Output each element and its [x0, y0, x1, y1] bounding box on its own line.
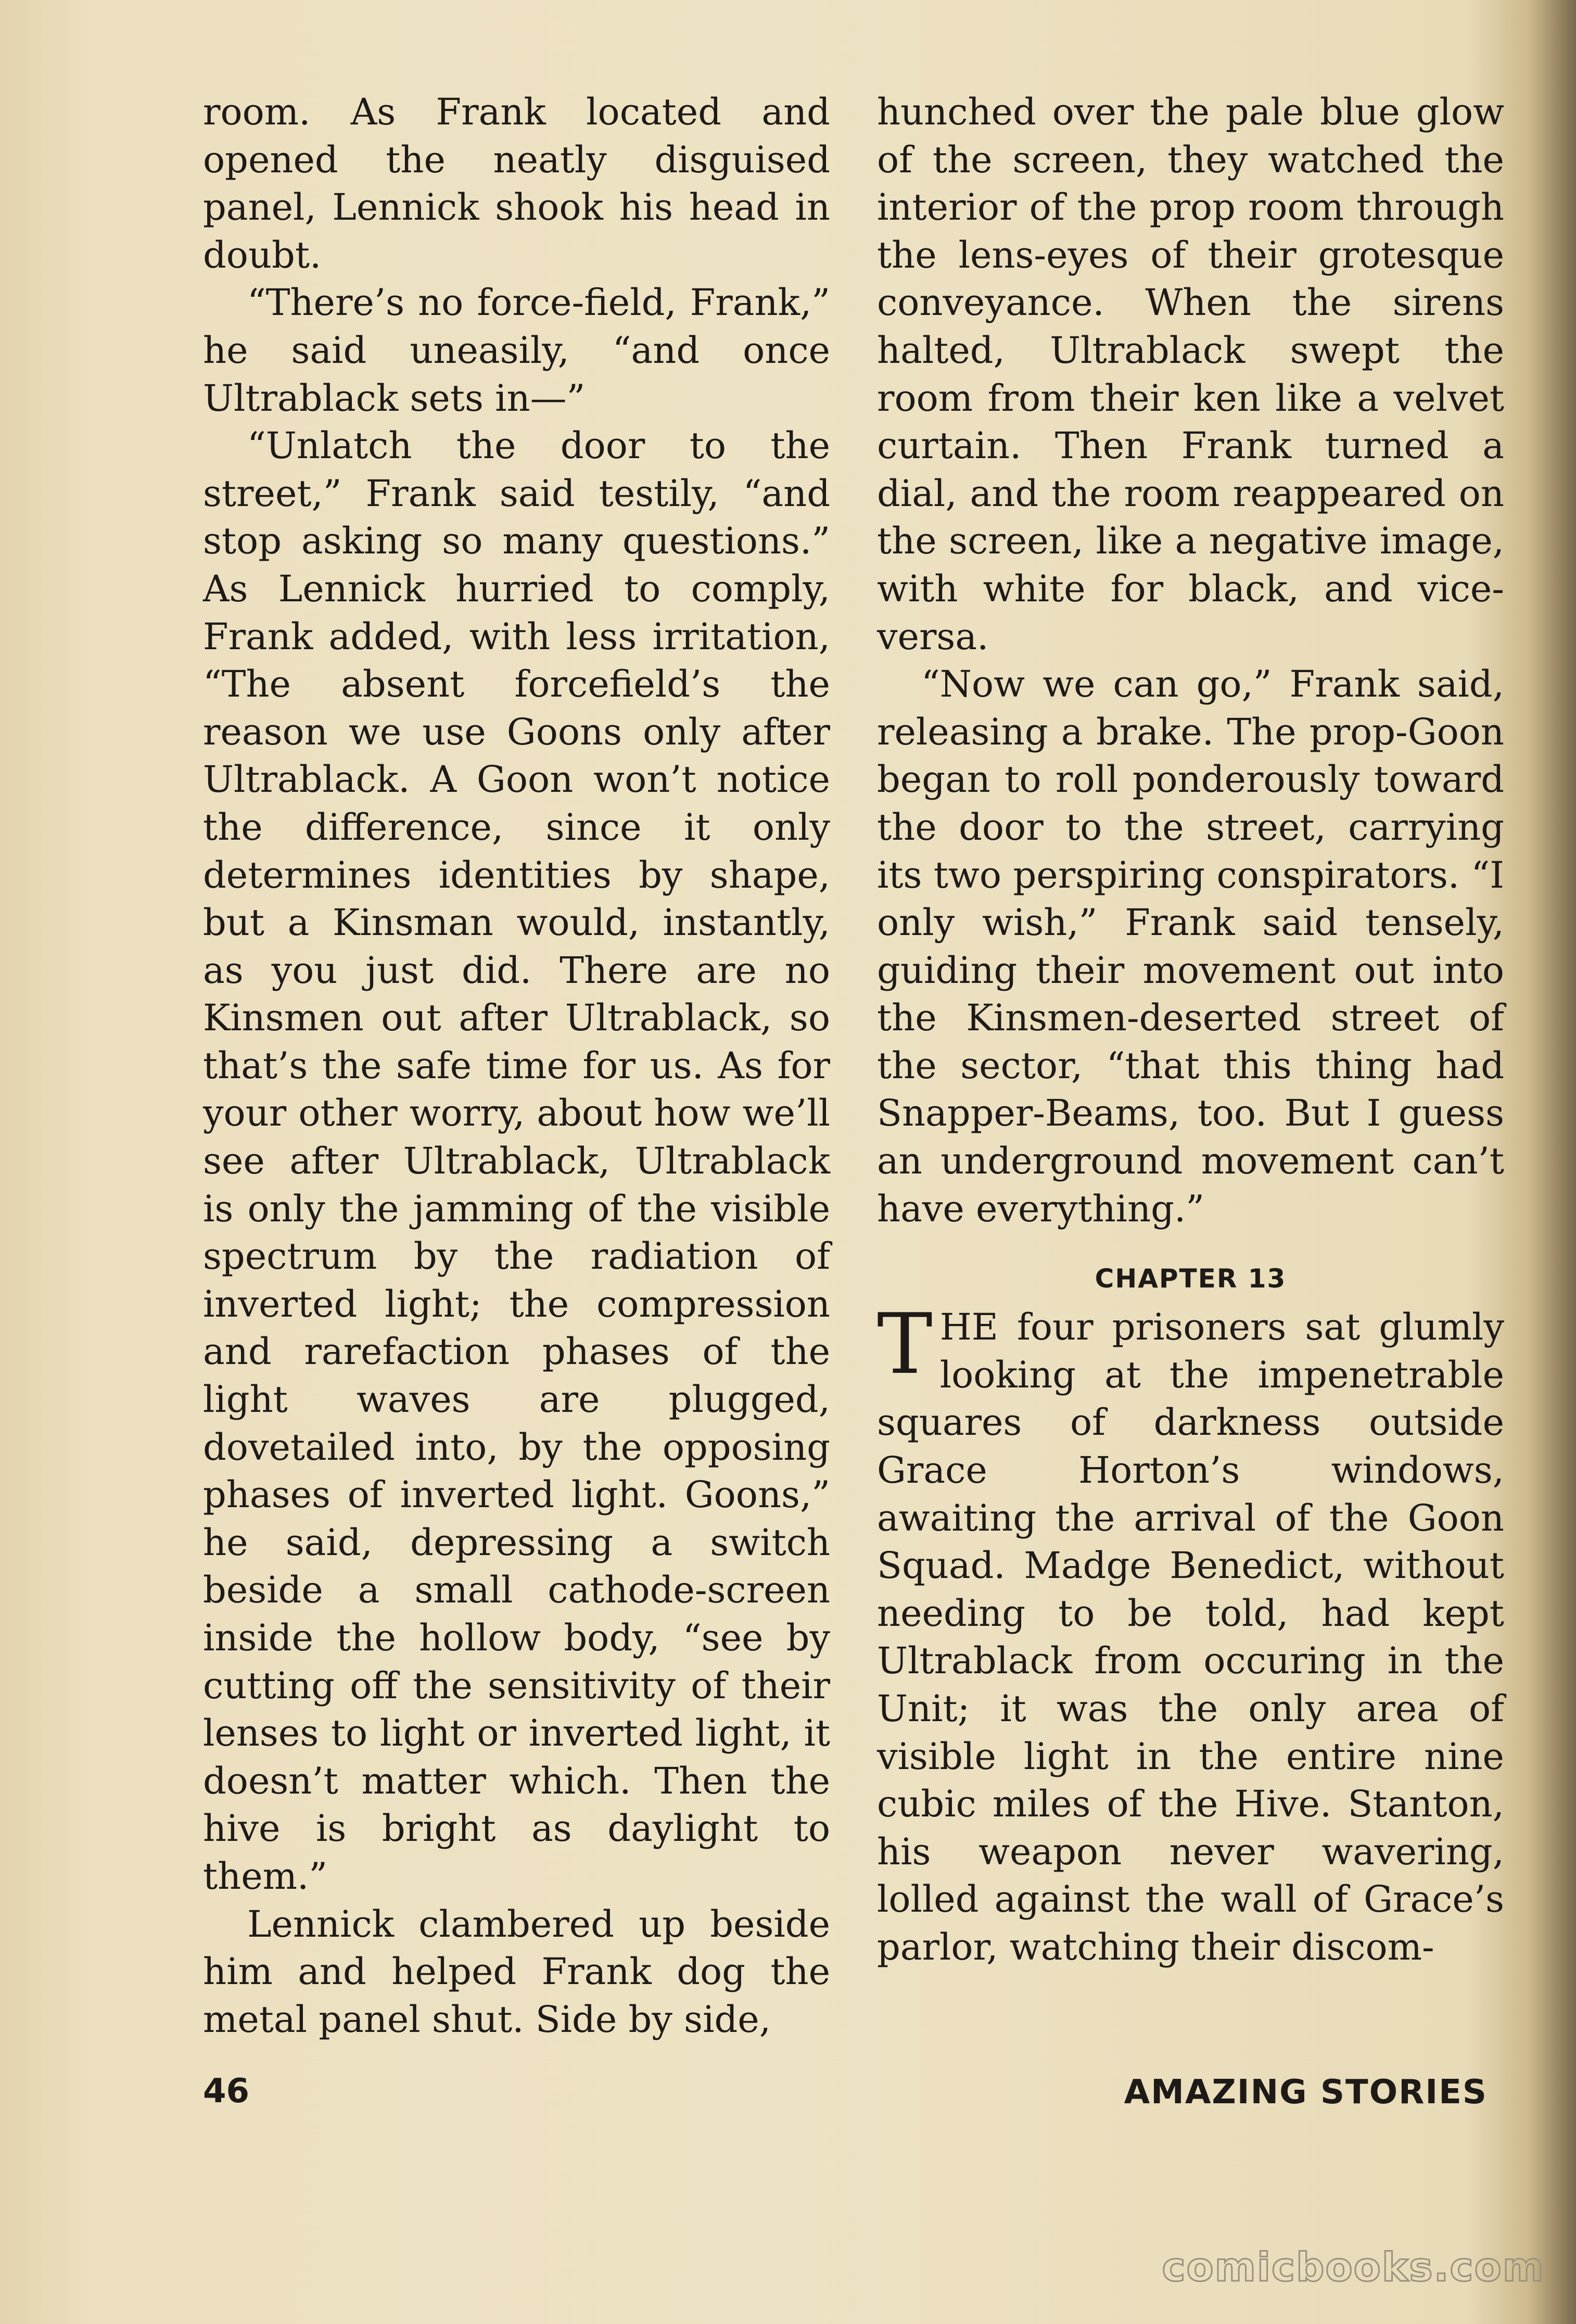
paragraph: “There’s no force-field, Frank,” he said uneasily, “and once Ultrablack sets in—” [203, 281, 830, 420]
paragraph: room. As Frank located and opened the neatly disguised panel, Lennick shook his head in doubt. [203, 91, 830, 276]
page-number: 46 [203, 2072, 250, 2111]
paragraph: “Unlatch the door to the street,” Frank said testily, “and stop asking so many questions.” As Lennick hurried to comply, Frank added, with less irritation, “The absent forcefield’s the reason we use Goons only after Ultrablack. A Goon won’t notice the difference, since it only determines identities by shape, but a Kinsman would, instantly, as you just did. There are no Kinsmen out after Ultrablack, so that’s the safe time for us. As for your other worry, about how we’ll see after Ultrablack, Ultrablack is only the jamming of the visible spectrum by the radiation of inverted light; the compression and rarefaction phases of the light waves are plugged, dovetailed into, by the opposing phases of inverted light. Goons,” he said, depressing a switch beside a small cathode-screen inside the hollow body, “see by cutting off the sensitivity of their lenses to light or inverted light, it doesn’t matter which. Then the hive is bright as daylight to them.” [203, 424, 830, 1898]
right-column [877, 89, 1504, 1972]
paragraph: Lennick clambered up beside him and helped Frank dog the metal panel shut. Side by side, [203, 1902, 830, 2041]
left-column [203, 89, 830, 2043]
paragraph: “Now we can go,” Frank said, releasing a brake. The prop-Goon began to roll ponderously toward the door to the street, carrying its two perspiring conspirators. “I only wish,” Frank said tensely, guiding their movement out into the Kinsmen-deserted street of the sector, “that this thing had Snapper-Beams, too. But I guess an underground movement can’t have everything.” [877, 663, 1504, 1230]
chapter-heading: CHAPTER 13 [1095, 1264, 1287, 1294]
chapter-opening-paragraph [877, 1295, 1504, 1971]
chapter-opening-text: HE four prisoners sat glumly looking at the impenetrable squares of darkness outside Grace Horton’s windows, awaiting the arrival of the Goon Squad. Madge Benedict, without needing to be told, had kept Ultrablack from occuring in the Unit; it was the only area of visible light in the entire nine cubic miles of the Hive. Stanton, his weapon never wavering, lolled against the wall of Grace’s parlor, watching their discom- [877, 1306, 1504, 1968]
watermark: comicbooks.com [1162, 2244, 1545, 2290]
paragraph: hunched over the pale blue glow of the screen, they watched the interior of the prop room through the lens-eyes of their grotesque conveyance. When the sirens halted, Ultrablack swept the room from their ken like a velvet curtain. Then Frank turned a dial, and the room reappeared on the screen, like a negative image, with white for black, and vice-versa. [877, 91, 1504, 658]
drop-cap: T [877, 1295, 933, 1393]
magazine-title: AMAZING STORIES [1124, 2073, 1488, 2112]
